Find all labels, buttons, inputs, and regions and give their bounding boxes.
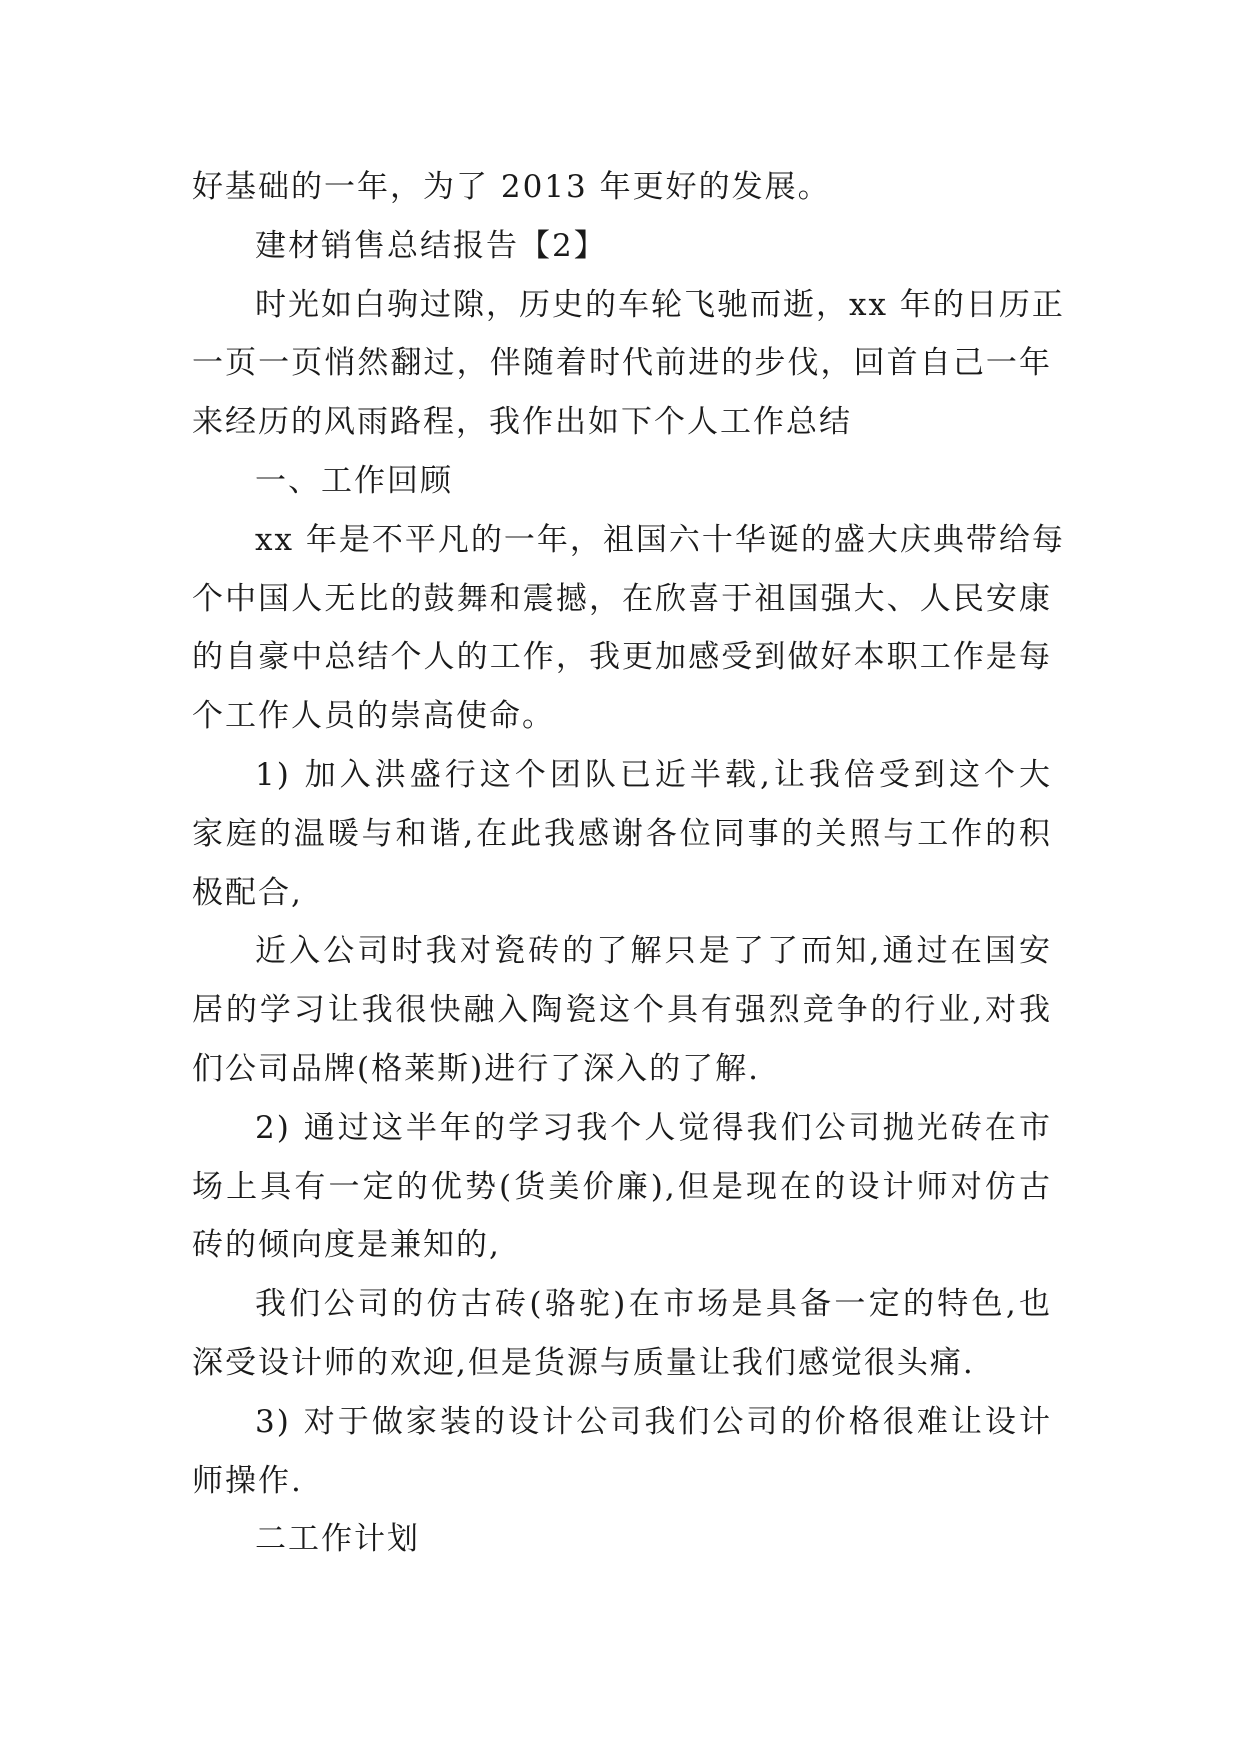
text-line: 砖的倾向度是兼知的, <box>192 1227 501 1264</box>
text-line: 深受设计师的欢迎,但是货源与质量让我们感觉很头痛. <box>192 1344 975 1381</box>
text-line: 极配合, <box>192 874 303 911</box>
text-line: 2) 通过这半年的学习我个人觉得我们公司抛光砖在市 <box>255 1109 1052 1146</box>
text-line: 近入公司时我对瓷砖的了解只是了了而知,通过在国安 <box>255 933 1052 970</box>
text-line: 场上具有一定的优势(货美价廉),但是现在的设计师对仿古 <box>192 1168 1052 1205</box>
text-line: xx 年是不平凡的一年，祖国六十华诞的盛大庆典带给每 <box>255 521 1065 558</box>
text-line: 1) 加入洪盛行这个团队已近半载,让我倍受到这个大 <box>255 756 1052 793</box>
text-line: 好基础的一年，为了 2013 年更好的发展。 <box>192 169 831 205</box>
text-line: 师操作. <box>192 1462 303 1499</box>
text-line: 个工作人员的崇高使命。 <box>192 698 555 735</box>
text-line: 来经历的风雨路程，我作出如下个人工作总结 <box>192 404 852 441</box>
section-heading: 二工作计划 <box>255 1521 420 1558</box>
text-line: 3) 对于做家装的设计公司我们公司的价格很难让设计 <box>255 1403 1052 1440</box>
section-heading: 建材销售总结报告【2】 <box>255 227 607 264</box>
text-line: 的自豪中总结个人的工作，我更加感受到做好本职工作是每 <box>192 639 1052 676</box>
text-line: 们公司品牌(格莱斯)进行了深入的了解. <box>192 1050 761 1087</box>
section-heading: 一、工作回顾 <box>255 462 453 499</box>
text-line: 一页一页悄然翻过，伴随着时代前进的步伐，回首自己一年 <box>192 345 1052 382</box>
text-line: 时光如白驹过隙，历史的车轮飞驰而逝，xx 年的日历正 <box>255 286 1065 323</box>
document-body <box>192 158 1065 1569</box>
text-line: 个中国人无比的鼓舞和震撼，在欣喜于祖国强大、人民安康 <box>192 580 1052 617</box>
text-line: 我们公司的仿古砖(骆驼)在市场是具备一定的特色,也 <box>255 1286 1052 1323</box>
text-line: 居的学习让我很快融入陶瓷这个具有强烈竞争的行业,对我 <box>192 992 1052 1029</box>
text-line: 家庭的温暖与和谐,在此我感谢各位同事的关照与工作的积 <box>192 815 1052 852</box>
